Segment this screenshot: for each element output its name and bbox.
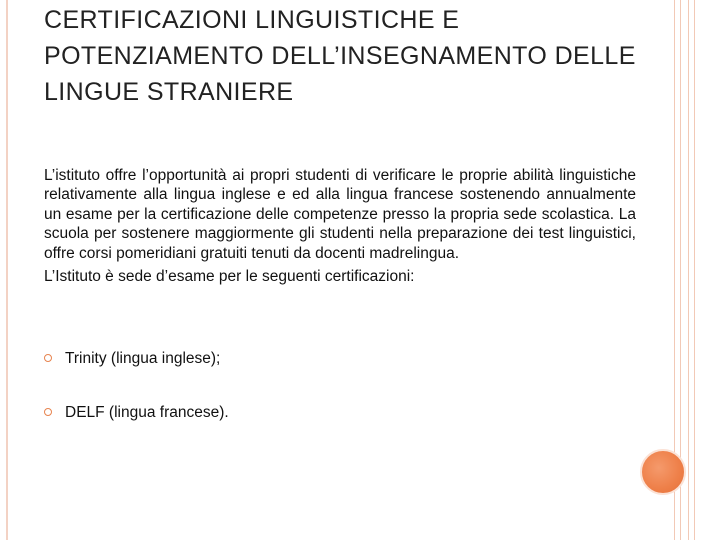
left-border-line (6, 0, 8, 540)
list-item (44, 401, 624, 425)
slide-title: CERTIFICAZIONI LINGUISTICHE E POTENZIAMENTO DELL’INSEGNAMENTO DELLE LINGUE STRANIERE (44, 6, 636, 106)
certifications-intro: L’Istituto è sede d’esame per le seguenti certificazioni: (44, 268, 415, 286)
bullet-circle-icon (44, 354, 52, 362)
description-paragraph: L’istituto offre l’opportunità ai propri studenti di verificare le proprie abilità linguistiche relativamente alla lingua inglese e ed alla lingua francese sostenendo annualmente un esame per la certificazione delle competenze presso la propria sede scolastica. La scuola per sostenere maggiormente gli studenti nella preparazione dei test linguistici, offre corsi pomeridiani gratuiti tenuti da docenti madrelingua. (44, 167, 636, 262)
list-item-text: Trinity (lingua inglese); (65, 350, 221, 367)
body-text (44, 166, 636, 286)
decor-line (694, 0, 695, 540)
certification-list (44, 347, 624, 425)
decorative-circle (640, 449, 686, 495)
bullet-circle-icon (44, 408, 52, 416)
list-item (44, 347, 624, 371)
decor-line (688, 0, 689, 540)
list-item-text: DELF (lingua francese). (65, 404, 229, 421)
